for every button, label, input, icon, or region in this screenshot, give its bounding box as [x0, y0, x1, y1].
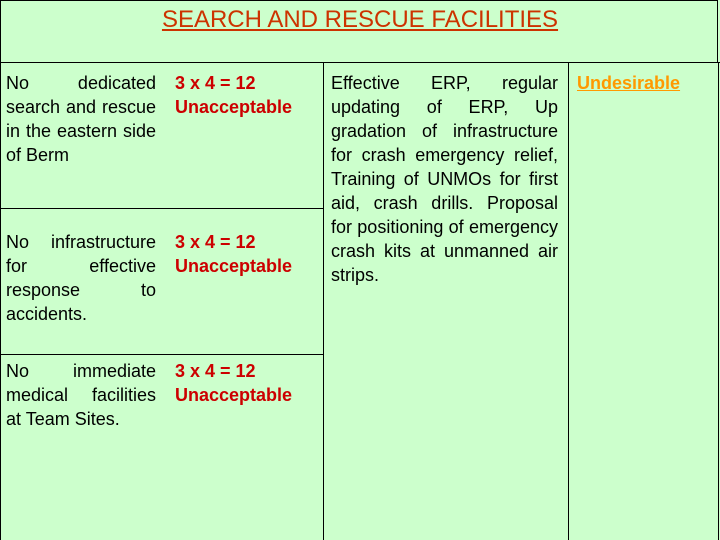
residual-risk: Undesirable: [577, 73, 681, 93]
risk-rating: Unacceptable: [175, 385, 293, 405]
risk-score: 3 x 4 = 12: [175, 361, 256, 381]
row-divider: [0, 354, 323, 355]
hazard-text: No dedicated search and rescue in the eastern side of Berm: [6, 73, 156, 165]
page-title: SEARCH AND RESCUE FACILITIES: [161, 6, 559, 33]
risk-rating: Unacceptable: [175, 97, 293, 117]
row-divider: [0, 208, 323, 209]
risk-rating: Unacceptable: [175, 256, 293, 276]
mitigation-text: Effective ERP, regular updating of ERP, Up gradation of infrastructure for crash emergency relief, Training of UNMOs for first aid, crash drills. Proposal for positioning of emergency crash kits at unmanned air strips.: [331, 73, 558, 285]
column-divider: [323, 62, 324, 540]
table-border-left: [0, 62, 1, 540]
hazard-text: No immediate medical facilities at Team Sites.: [6, 361, 156, 429]
table-top-border: [0, 62, 720, 63]
risk-table: [0, 62, 720, 540]
hazard-text: No infrastructure for effective response to accidents.: [6, 232, 156, 324]
table-border-right: [718, 62, 719, 540]
column-divider: [568, 62, 569, 540]
risk-score: 3 x 4 = 12: [175, 232, 256, 252]
risk-score: 3 x 4 = 12: [175, 73, 256, 93]
